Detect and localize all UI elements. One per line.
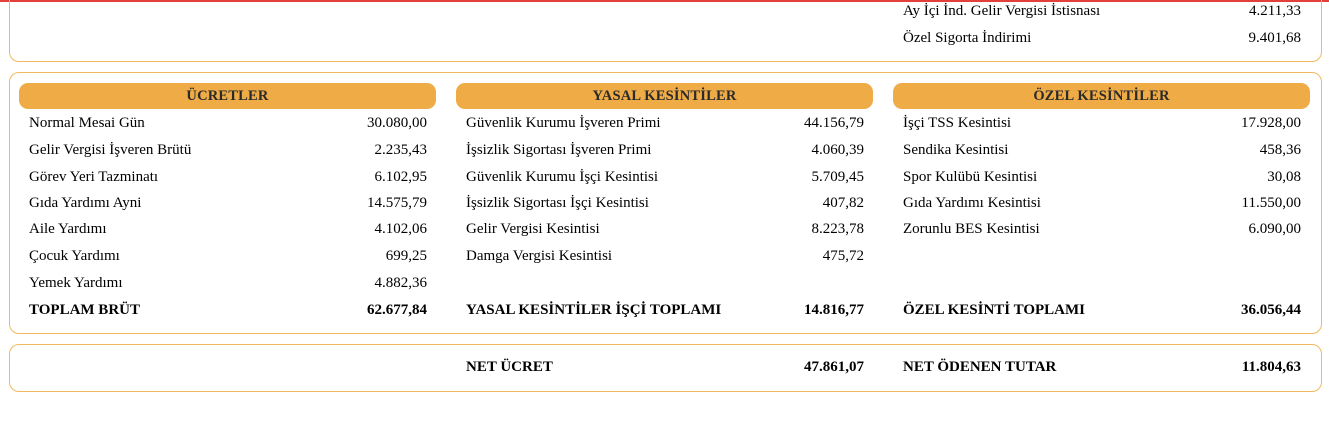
list-item [903, 167, 1301, 187]
ucretler-header: ÜCRETLER [19, 83, 436, 109]
list-item [29, 246, 427, 266]
list-item [466, 246, 864, 266]
total-label: YASAL KESİNTİLER İŞÇİ TOPLAMI [466, 302, 722, 318]
total-value: 62.677,84 [367, 302, 427, 318]
row-value: 44.156,79 [804, 115, 864, 131]
list-item [903, 113, 1301, 133]
row-label: Güvenlik Kurumu İşveren Primi [466, 115, 661, 131]
row-value: 4.211,33 [1249, 3, 1301, 19]
list-item [903, 140, 1301, 160]
total-label: TOPLAM BRÜT [29, 302, 140, 318]
net-ucret-label: NET ÜCRET [466, 359, 553, 375]
top-row-ozel-sigorta [903, 28, 1301, 48]
list-item [466, 219, 864, 239]
net-ucret-value: 47.861,07 [804, 359, 864, 375]
list-item [29, 167, 427, 187]
row-label: Damga Vergisi Kesintisi [466, 248, 613, 264]
list-item [466, 140, 864, 160]
list-item [29, 219, 427, 239]
row-label: Gelir Vergisi Kesintisi [466, 221, 600, 237]
net-ucret-row [466, 357, 864, 377]
row-label: İşsizlik Sigortası İşveren Primi [466, 142, 652, 158]
net-odenen-tutar-row [903, 357, 1301, 377]
list-item [903, 193, 1301, 213]
row-value: 5.709,45 [811, 169, 864, 185]
row-value: 14.575,79 [367, 195, 427, 211]
row-value: 17.928,00 [1241, 115, 1301, 131]
list-item [29, 193, 427, 213]
top-row-ind-gelir-vergisi [903, 1, 1301, 21]
row-value: 475,72 [822, 248, 864, 264]
row-label: Çocuk Yardımı [29, 248, 120, 264]
yasal-kesintiler-header: YASAL KESİNTİLER [456, 83, 873, 109]
net-odenen-value: 11.804,63 [1241, 359, 1301, 375]
row-label: Aile Yardımı [29, 221, 107, 237]
row-value: 2.235,43 [374, 142, 427, 158]
row-label: Gıda Yardımı Ayni [29, 195, 142, 211]
total-label: ÖZEL KESİNTİ TOPLAMI [903, 302, 1086, 318]
list-item [903, 219, 1301, 239]
row-value: 699,25 [385, 248, 427, 264]
row-label: İşçi TSS Kesintisi [903, 115, 1012, 131]
list-item [29, 113, 427, 133]
row-label: Özel Sigorta İndirimi [903, 30, 1032, 46]
ozel-kesinti-toplam-row [903, 300, 1301, 320]
net-odenen-label: NET ÖDENEN TUTAR [903, 359, 1057, 375]
row-value: 30,08 [1267, 169, 1301, 185]
row-label: Gıda Yardımı Kesintisi [903, 195, 1041, 211]
row-value: 6.090,00 [1248, 221, 1301, 237]
row-value: 4.102,06 [374, 221, 427, 237]
ozel-kesintiler-header: ÖZEL KESİNTİLER [893, 83, 1310, 109]
row-value: 4.882,36 [374, 275, 427, 291]
total-value: 14.816,77 [804, 302, 864, 318]
row-value: 30.080,00 [367, 115, 427, 131]
toplam-brut-row [29, 300, 427, 320]
list-item [466, 193, 864, 213]
list-item [466, 167, 864, 187]
row-value: 8.223,78 [811, 221, 864, 237]
row-label: Gelir Vergisi İşveren Brütü [29, 142, 192, 158]
yasal-kesintiler-toplam-row [466, 300, 864, 320]
row-value: 11.550,00 [1241, 195, 1301, 211]
row-value: 4.060,39 [811, 142, 864, 158]
row-value: 9.401,68 [1248, 30, 1301, 46]
row-value: 407,82 [822, 195, 864, 211]
row-value: 458,36 [1259, 142, 1301, 158]
row-label: Zorunlu BES Kesintisi [903, 221, 1040, 237]
list-item [29, 273, 427, 293]
total-value: 36.056,44 [1241, 302, 1301, 318]
list-item [466, 113, 864, 133]
row-label: İşsizlik Sigortası İşçi Kesintisi [466, 195, 649, 211]
row-value: 6.102,95 [374, 169, 427, 185]
row-label: Güvenlik Kurumu İşçi Kesintisi [466, 169, 659, 185]
row-label: Spor Kulübü Kesintisi [903, 169, 1038, 185]
row-label: Sendika Kesintisi [903, 142, 1009, 158]
row-label: Görev Yeri Tazminatı [29, 169, 159, 185]
row-label: Yemek Yardımı [29, 275, 123, 291]
row-label: Normal Mesai Gün [29, 115, 145, 131]
row-label: Ay İçi İnd. Gelir Vergisi İstisnası [903, 3, 1101, 19]
list-item [29, 140, 427, 160]
